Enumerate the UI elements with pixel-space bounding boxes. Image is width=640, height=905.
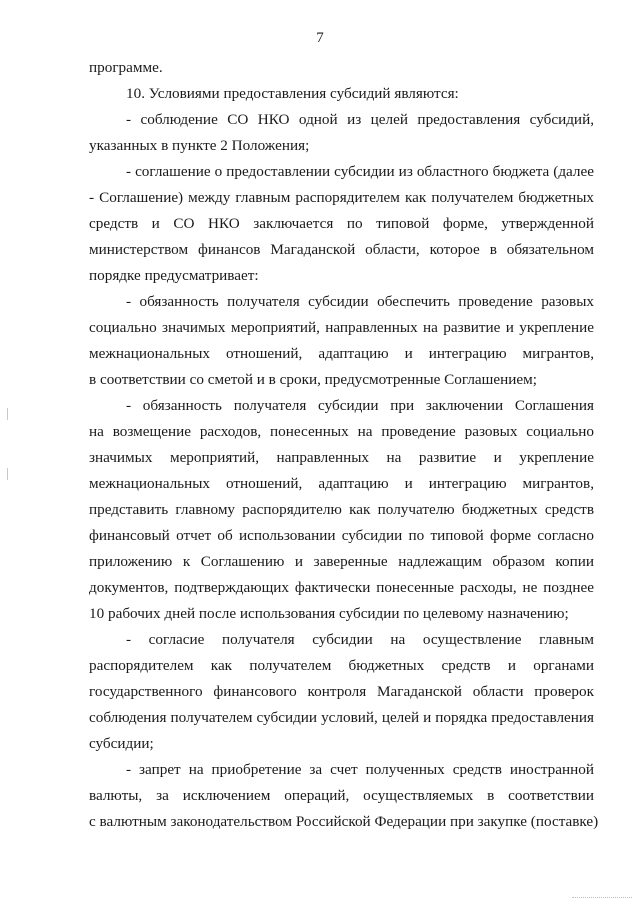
text-line: порядке предусматривает: <box>89 267 259 284</box>
text-line: межнациональных отношений, адаптацию и интеграцию мигрантов, <box>89 475 594 492</box>
text-line: распорядителем как получателем бюджетных средств и органами <box>89 657 594 674</box>
text-line: документов, подтверждающих фактически понесенные расходы, не позднее <box>89 579 594 596</box>
text-line: - согласие получателя субсидии на осуществление главным <box>126 631 594 648</box>
text-line: представить главному распорядителю как получателю бюджетных средств <box>89 501 594 518</box>
text-line: субсидии; <box>89 735 154 752</box>
text-line: межнациональных отношений, адаптацию и интеграцию мигрантов, <box>89 345 594 362</box>
text-line: в соответствии со сметой и в сроки, предусмотренные Соглашением; <box>89 371 537 388</box>
text-line: валюты, за исключением операций, осуществляемых в соответствии <box>89 787 594 804</box>
section-heading: 10. Условиями предоставления субсидий являются: <box>126 85 459 102</box>
scan-artifact <box>7 468 8 480</box>
text-line: - обязанность получателя субсидии обеспечить проведение разовых <box>126 293 594 310</box>
text-line: - соблюдение СО НКО одной из целей предоставления субсидий, <box>126 111 594 128</box>
text-line: министерством финансов Магаданской области, которое в обязательном <box>89 241 594 258</box>
text-line: - обязанность получателя субсидии при заключении Соглашения <box>126 397 594 414</box>
text-line: - запрет на приобретение за счет полученных средств иностранной <box>126 761 594 778</box>
text-line: программе. <box>89 59 163 76</box>
text-line: с валютным законодательством Российской Федерации при закупке (поставке) <box>89 813 599 830</box>
text-line: соблюдения получателем субсидии условий, целей и порядка предоставления <box>89 709 594 726</box>
page-number: 7 <box>316 30 324 46</box>
text-line: на возмещение расходов, понесенных на проведение разовых социально <box>89 423 594 440</box>
text-line: государственного финансового контроля Магаданской области проверок <box>89 683 594 700</box>
document-body <box>89 55 599 835</box>
text-line: 10 рабочих дней после использования субсидии по целевому назначению; <box>89 605 569 622</box>
text-line: - соглашение о предоставлении субсидии из областного бюджета (далее <box>126 163 594 180</box>
scan-artifact <box>7 408 8 420</box>
text-line: указанных в пункте 2 Положения; <box>89 137 310 154</box>
text-line: значимых мероприятий, направленных на развитие и укрепление <box>89 449 594 466</box>
text-line: средств и СО НКО заключается по типовой форме, утвержденной <box>89 215 594 232</box>
text-line: приложению к Соглашению и заверенные надлежащим образом копии <box>89 553 594 570</box>
scan-artifact <box>572 897 632 899</box>
text-line: - Соглашение) между главным распорядителем как получателем бюджетных <box>89 189 594 206</box>
text-line: социально значимых мероприятий, направленных на развитие и укрепление <box>89 319 594 336</box>
text-line: финансовый отчет об использовании субсидии по типовой форме согласно <box>89 527 594 544</box>
